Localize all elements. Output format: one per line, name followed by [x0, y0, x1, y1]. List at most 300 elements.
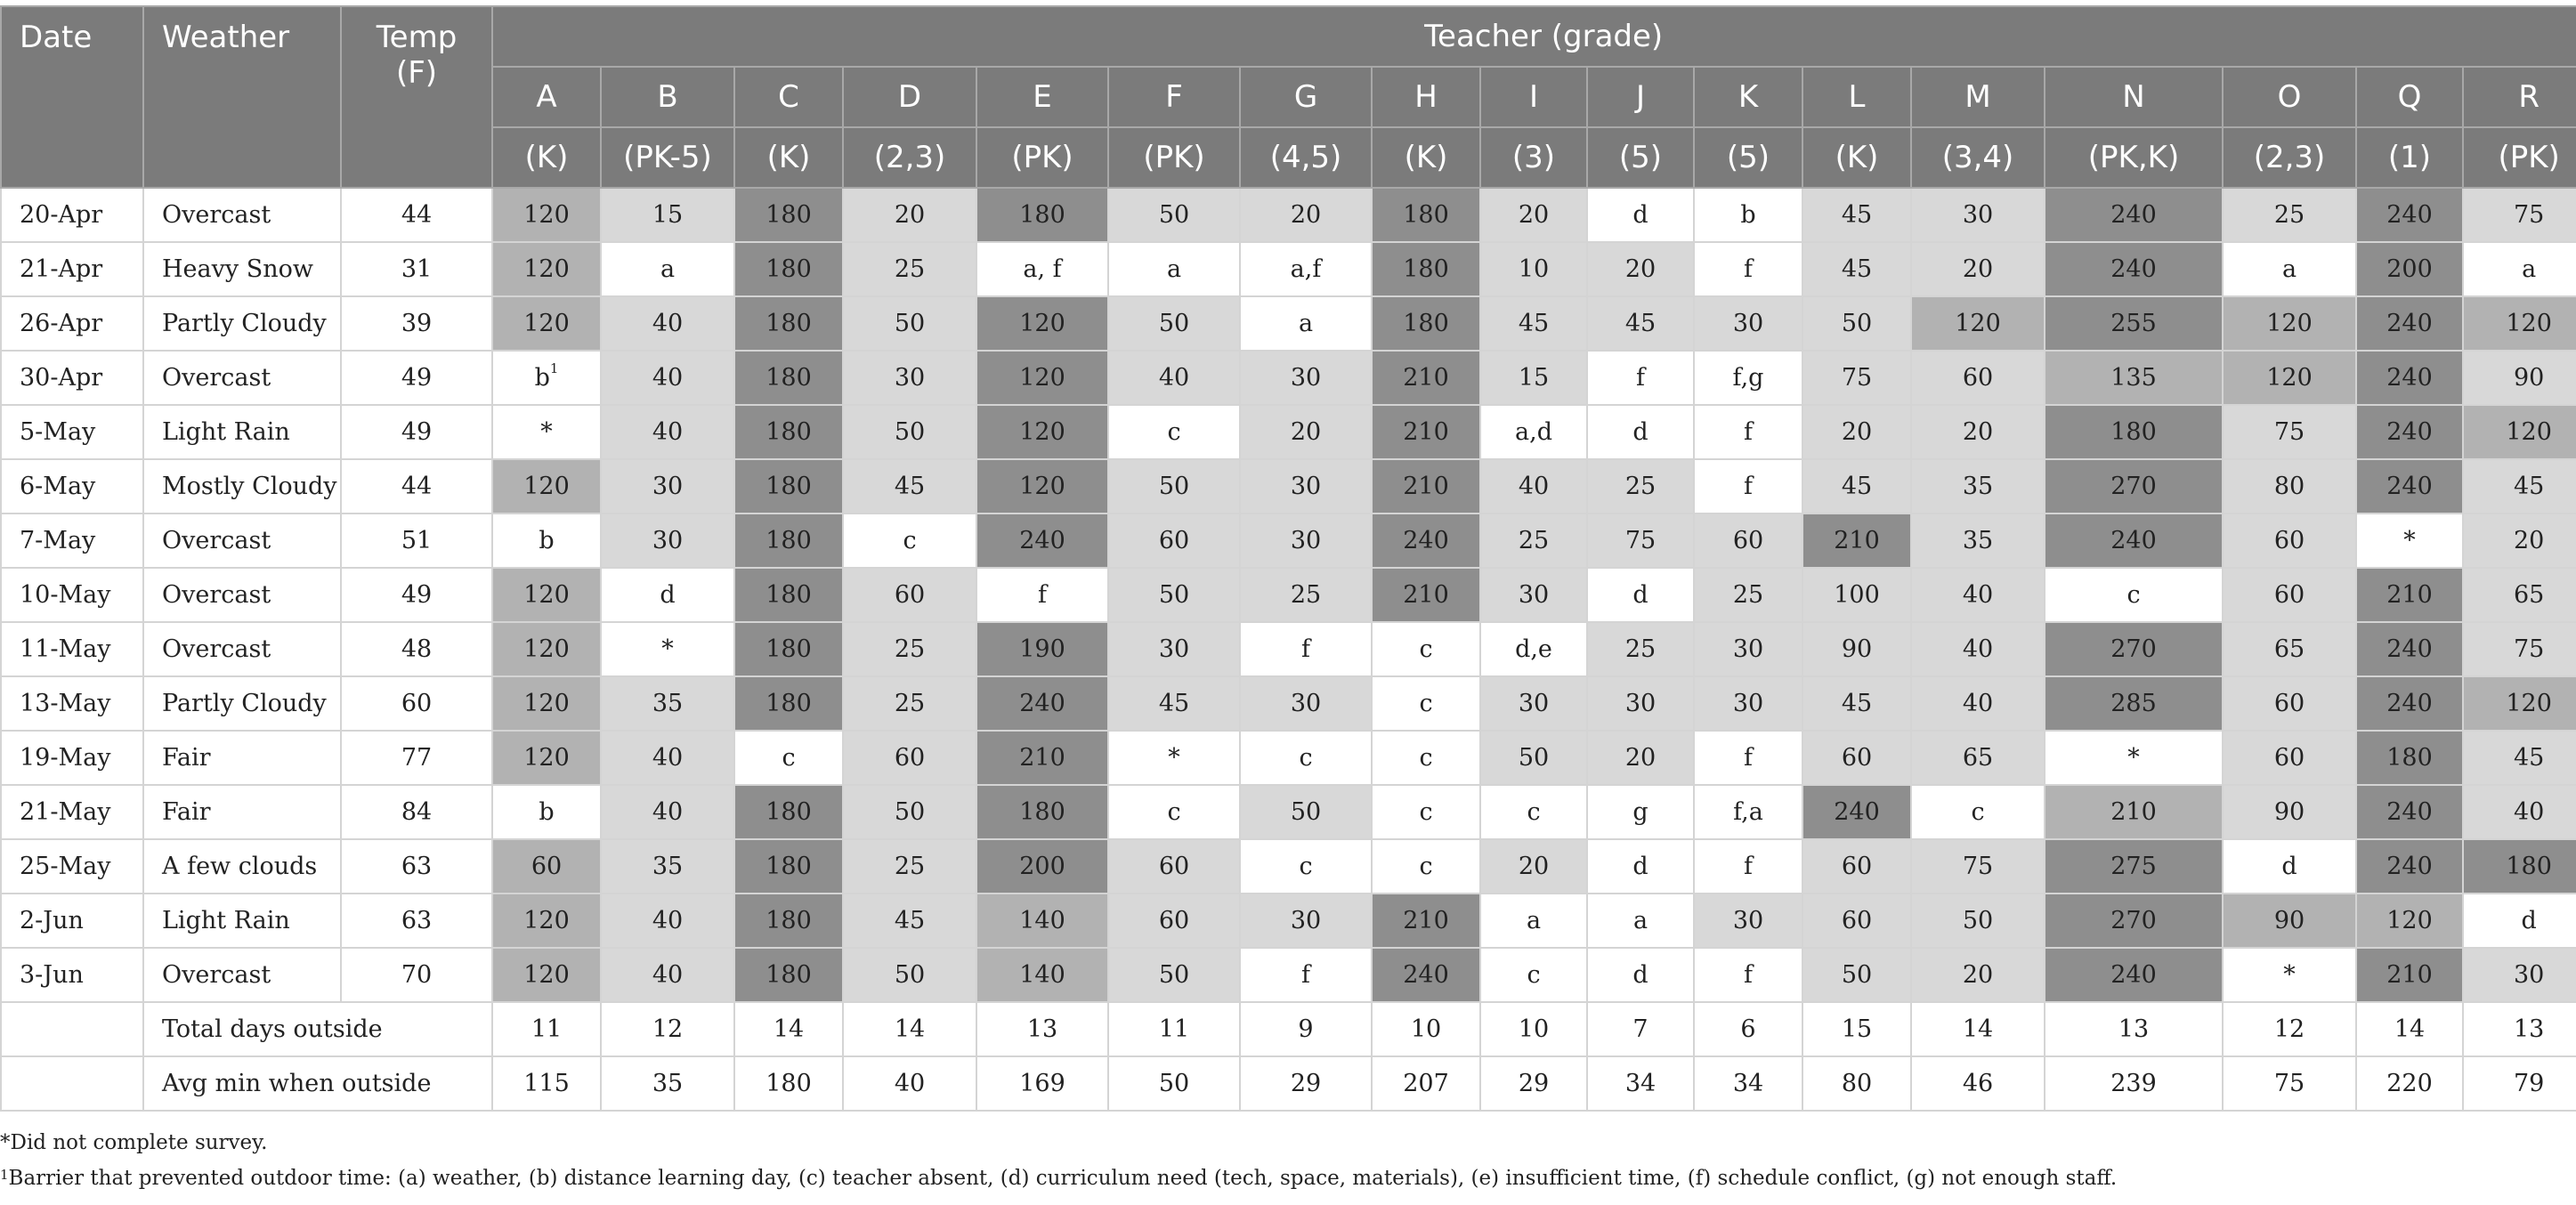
minutes-cell — [601, 459, 734, 514]
cell-value: 65 — [2273, 635, 2305, 663]
cell-value: c — [1419, 635, 1433, 663]
cell-value: 10 — [1518, 255, 1550, 283]
minutes-cell — [492, 405, 601, 459]
minutes-cell — [1480, 676, 1587, 731]
date-header: Date — [1, 6, 143, 188]
minutes-cell — [1587, 514, 1694, 568]
temp-cell: 49 — [341, 405, 492, 459]
cell-value: 40 — [1962, 581, 1994, 609]
cell-value: 80 — [2273, 473, 2305, 500]
minutes-cell — [601, 839, 734, 894]
grade-header-i: (3) — [1480, 127, 1587, 188]
minutes-cell — [734, 731, 843, 785]
minutes-cell — [1240, 188, 1372, 242]
minutes-cell — [976, 568, 1108, 622]
minutes-cell — [2223, 785, 2356, 839]
footnote-survey: *Did not complete survey. — [0, 1131, 268, 1154]
cell-value: 45 — [894, 473, 926, 500]
minutes-cell — [2463, 405, 2576, 459]
minutes-cell — [976, 296, 1108, 351]
minutes-cell — [1480, 839, 1587, 894]
cell-value: d — [2281, 853, 2297, 880]
temp-cell: 70 — [341, 948, 492, 1002]
cell-value: 180 — [766, 798, 812, 826]
cell-value: 60 — [531, 853, 563, 880]
minutes-cell — [601, 568, 734, 622]
cell-value: 50 — [1518, 744, 1550, 772]
minutes-cell — [1911, 459, 2045, 514]
minutes-cell — [492, 188, 601, 242]
table-row — [1, 785, 2576, 839]
table-row — [1, 568, 2576, 622]
summary-value: 180 — [734, 1056, 843, 1111]
minutes-cell — [1240, 676, 1372, 731]
minutes-cell — [1587, 242, 1694, 296]
minutes-cell — [976, 839, 1108, 894]
date-cell: 13-May — [1, 676, 143, 731]
cell-value: 45 — [1841, 255, 1873, 283]
cell-value: f — [1301, 961, 1310, 989]
date-cell: 2-Jun — [1, 894, 143, 948]
summary-value: 79 — [2463, 1056, 2576, 1111]
cell-value: 20 — [1841, 418, 1873, 446]
cell-value: a — [1298, 310, 1314, 337]
teacher-header-g: G — [1240, 67, 1372, 127]
cell-value: 180 — [766, 527, 812, 554]
minutes-cell — [1108, 188, 1240, 242]
cell-value: 25 — [894, 853, 926, 880]
cell-value: 140 — [1019, 961, 1065, 989]
minutes-cell — [492, 296, 601, 351]
cell-value: 240 — [1403, 527, 1449, 554]
cell-value: 190 — [1019, 635, 1065, 663]
minutes-cell — [601, 731, 734, 785]
minutes-cell — [601, 296, 734, 351]
cell-value: c — [1167, 798, 1181, 826]
temp-cell: 49 — [341, 351, 492, 405]
minutes-cell — [2356, 405, 2463, 459]
date-cell: 3-Jun — [1, 948, 143, 1002]
teacher-header-q: Q — [2356, 67, 2463, 127]
cell-value: 20 — [2513, 527, 2545, 554]
cell-value: 25 — [894, 635, 926, 663]
table-row — [1, 676, 2576, 731]
cell-value: 240 — [2386, 798, 2433, 826]
cell-value: 30 — [1732, 907, 1764, 934]
cell-value: 120 — [2506, 310, 2552, 337]
cell-value: d — [1632, 201, 1648, 229]
cell-value: 180 — [766, 581, 812, 609]
summary-value: 14 — [2356, 1002, 2463, 1056]
summary-value: 13 — [976, 1002, 1108, 1056]
table-row — [1, 514, 2576, 568]
cell-value: 50 — [1962, 907, 1994, 934]
cell-value: f — [1744, 473, 1753, 500]
summary-value: 29 — [1480, 1056, 1587, 1111]
minutes-cell — [1694, 568, 1802, 622]
minutes-cell — [2223, 296, 2356, 351]
cell-value: c — [1419, 744, 1433, 772]
cell-value: 50 — [1841, 310, 1873, 337]
cell-value: 90 — [2273, 907, 2305, 934]
minutes-cell — [1240, 622, 1372, 676]
minutes-cell — [1480, 568, 1587, 622]
minutes-cell — [734, 459, 843, 514]
minutes-cell — [976, 351, 1108, 405]
minutes-cell — [1911, 351, 2045, 405]
teacher-header-i: I — [1480, 67, 1587, 127]
cell-value: 180 — [766, 364, 812, 392]
minutes-cell — [2045, 948, 2223, 1002]
cell-value: 240 — [2386, 201, 2433, 229]
minutes-cell — [1911, 676, 2045, 731]
date-cell: 20-Apr — [1, 188, 143, 242]
minutes-cell — [1694, 785, 1802, 839]
cell-value: 270 — [2110, 907, 2157, 934]
minutes-cell — [492, 459, 601, 514]
cell-value: 240 — [2386, 853, 2433, 880]
summary-value: 9 — [1240, 1002, 1372, 1056]
cell-value: f,g — [1732, 364, 1764, 392]
minutes-cell — [2463, 622, 2576, 676]
minutes-cell — [1911, 731, 2045, 785]
cell-value: 210 — [2386, 961, 2433, 989]
cell-value: f — [1636, 364, 1645, 392]
table-row — [1, 351, 2576, 405]
cell-value: 60 — [1962, 364, 1994, 392]
minutes-cell — [1480, 459, 1587, 514]
minutes-cell — [1372, 894, 1480, 948]
cell-value: 25 — [1624, 635, 1657, 663]
temp-cell: 44 — [341, 459, 492, 514]
cell-value: 180 — [2110, 418, 2157, 446]
cell-value: 60 — [2273, 581, 2305, 609]
cell-value: 25 — [1624, 473, 1657, 500]
date-cell: 6-May — [1, 459, 143, 514]
minutes-cell — [2223, 242, 2356, 296]
teacher-header-r: R — [2463, 67, 2576, 127]
cell-value: 270 — [2110, 635, 2157, 663]
cell-value: 40 — [652, 744, 684, 772]
weather-cell: Overcast — [143, 948, 341, 1002]
date-cell: 10-May — [1, 568, 143, 622]
cell-value: 255 — [2110, 310, 2157, 337]
cell-value: 30 — [652, 473, 684, 500]
minutes-cell — [2223, 676, 2356, 731]
minutes-cell — [2045, 622, 2223, 676]
cell-value: d — [1632, 853, 1648, 880]
cell-value: 275 — [2110, 853, 2157, 880]
minutes-cell — [2356, 948, 2463, 1002]
cell-value: 180 — [766, 473, 812, 500]
cell-value: 30 — [1518, 690, 1550, 717]
cell-value: 30 — [1732, 690, 1764, 717]
cell-value: 25 — [1732, 581, 1764, 609]
cell-value: 25 — [894, 255, 926, 283]
minutes-cell — [1694, 731, 1802, 785]
minutes-cell — [976, 622, 1108, 676]
minutes-cell — [843, 568, 976, 622]
table-row — [1, 894, 2576, 948]
temp-cell: 44 — [341, 188, 492, 242]
cell-value: 30 — [1624, 690, 1657, 717]
cell-value: 180 — [1403, 255, 1449, 283]
cell-value: a — [660, 255, 676, 283]
minutes-cell — [2463, 188, 2576, 242]
cell-value: 60 — [1841, 853, 1873, 880]
summary-value: 169 — [976, 1056, 1108, 1111]
temp-cell: 84 — [341, 785, 492, 839]
minutes-cell — [492, 894, 601, 948]
cell-value: 40 — [652, 961, 684, 989]
weather-cell: Light Rain — [143, 894, 341, 948]
minutes-cell — [1694, 296, 1802, 351]
minutes-cell — [1694, 894, 1802, 948]
date-cell: 25-May — [1, 839, 143, 894]
cell-value: 75 — [1624, 527, 1657, 554]
table-row — [1, 459, 2576, 514]
minutes-cell — [1587, 459, 1694, 514]
cell-value: 45 — [2513, 473, 2545, 500]
cell-value: 75 — [2273, 418, 2305, 446]
minutes-cell — [1480, 405, 1587, 459]
cell-value: 210 — [2110, 798, 2157, 826]
minutes-cell — [2463, 785, 2576, 839]
cell-value: 240 — [2110, 255, 2157, 283]
grade-header-e: (PK) — [976, 127, 1108, 188]
table-row — [1, 839, 2576, 894]
summary-value: 40 — [843, 1056, 976, 1111]
minutes-cell — [2045, 676, 2223, 731]
cell-value: 60 — [1158, 853, 1190, 880]
minutes-cell — [1480, 351, 1587, 405]
cell-value: 120 — [523, 201, 570, 229]
minutes-cell — [1108, 785, 1240, 839]
temp-cell: 51 — [341, 514, 492, 568]
cell-value: 40 — [652, 310, 684, 337]
minutes-cell — [976, 514, 1108, 568]
minutes-cell — [2223, 622, 2356, 676]
minutes-cell — [1802, 948, 1911, 1002]
cell-value: 20 — [1962, 255, 1994, 283]
cell-value: 180 — [766, 635, 812, 663]
minutes-cell — [1802, 296, 1911, 351]
teacher-header-b: B — [601, 67, 734, 127]
minutes-cell — [1108, 622, 1240, 676]
cell-value: c — [1971, 798, 1985, 826]
minutes-cell — [1480, 514, 1587, 568]
cell-value: 65 — [1962, 744, 1994, 772]
minutes-cell — [1587, 351, 1694, 405]
minutes-cell — [2356, 894, 2463, 948]
cell-value: a, f — [1023, 255, 1062, 283]
cell-value: 50 — [894, 418, 926, 446]
cell-value: 200 — [1019, 853, 1065, 880]
cell-value: 90 — [2273, 798, 2305, 826]
table-row — [1, 296, 2576, 351]
minutes-cell — [1694, 242, 1802, 296]
footnote-mark: 1 — [549, 360, 559, 376]
cell-value: 120 — [523, 581, 570, 609]
cell-value: 45 — [1841, 473, 1873, 500]
minutes-cell — [734, 296, 843, 351]
minutes-cell — [976, 242, 1108, 296]
minutes-cell — [1240, 568, 1372, 622]
cell-value: c — [2126, 581, 2141, 609]
cell-value: f — [1744, 853, 1753, 880]
minutes-cell — [492, 676, 601, 731]
minutes-cell — [2356, 459, 2463, 514]
minutes-cell — [1587, 296, 1694, 351]
cell-value: d — [1632, 961, 1648, 989]
cell-value: 210 — [1403, 418, 1449, 446]
cell-value: 180 — [766, 255, 812, 283]
cell-value: 120 — [2266, 310, 2313, 337]
summary-value: 46 — [1911, 1056, 2045, 1111]
grade-header-m: (3,4) — [1911, 127, 2045, 188]
cell-value: 65 — [2513, 581, 2545, 609]
cell-value: 30 — [894, 364, 926, 392]
cell-value: 180 — [766, 690, 812, 717]
table-row — [1, 622, 2576, 676]
minutes-cell — [843, 296, 976, 351]
cell-value: 40 — [2513, 798, 2545, 826]
weather-cell: A few clouds — [143, 839, 341, 894]
minutes-cell — [1802, 839, 1911, 894]
teacher-header-f: F — [1108, 67, 1240, 127]
cell-value: 20 — [1624, 744, 1657, 772]
minutes-cell — [1802, 894, 1911, 948]
cell-value: * — [2283, 961, 2296, 989]
summary-value: 14 — [843, 1002, 976, 1056]
cell-value: 30 — [1518, 581, 1550, 609]
minutes-cell — [976, 894, 1108, 948]
minutes-cell — [1587, 785, 1694, 839]
cell-value: 30 — [1732, 310, 1764, 337]
minutes-cell — [1694, 839, 1802, 894]
minutes-cell — [1587, 188, 1694, 242]
minutes-cell — [1587, 731, 1694, 785]
weather-cell: Heavy Snow — [143, 242, 341, 296]
minutes-cell — [2045, 351, 2223, 405]
minutes-cell — [843, 459, 976, 514]
summary-label: Total days outside — [143, 1002, 492, 1056]
minutes-cell — [2356, 622, 2463, 676]
minutes-cell — [1240, 351, 1372, 405]
cell-value: 75 — [2513, 635, 2545, 663]
cell-value: 45 — [1841, 201, 1873, 229]
cell-value: d — [660, 581, 676, 609]
minutes-cell — [601, 676, 734, 731]
minutes-cell — [843, 514, 976, 568]
cell-value: 50 — [1841, 961, 1873, 989]
minutes-cell — [492, 242, 601, 296]
cell-value: 15 — [652, 201, 684, 229]
cell-value: 180 — [1403, 310, 1449, 337]
cell-value: 75 — [1841, 364, 1873, 392]
summary-value: 10 — [1480, 1002, 1587, 1056]
minutes-cell — [1802, 188, 1911, 242]
minutes-cell — [734, 242, 843, 296]
cell-value: 20 — [1290, 418, 1322, 446]
minutes-cell — [2356, 514, 2463, 568]
minutes-cell — [2463, 296, 2576, 351]
footnote-barriers-text: Barrier that prevented outdoor time: (a) weather, (b) distance learning day, (c) teacher absent, (d) curriculum need (tech, space, materials), (e) insufficient time, (f) schedule conflict, (g) not enough staff. — [8, 1167, 2118, 1190]
minutes-cell — [1694, 948, 1802, 1002]
minutes-cell — [1108, 459, 1240, 514]
cell-value: 60 — [1158, 527, 1190, 554]
cell-value: 35 — [652, 690, 684, 717]
minutes-cell — [2045, 242, 2223, 296]
minutes-cell — [1802, 351, 1911, 405]
cell-value: 210 — [1403, 473, 1449, 500]
date-cell: 26-Apr — [1, 296, 143, 351]
minutes-cell — [2223, 568, 2356, 622]
cell-value: 120 — [523, 310, 570, 337]
minutes-cell — [1240, 785, 1372, 839]
cell-value: 240 — [2386, 364, 2433, 392]
cell-value: 60 — [1841, 907, 1873, 934]
minutes-cell — [1911, 785, 2045, 839]
minutes-cell — [2045, 785, 2223, 839]
minutes-cell — [2356, 351, 2463, 405]
minutes-cell — [1480, 242, 1587, 296]
minutes-cell — [734, 948, 843, 1002]
cell-value: f — [1744, 744, 1753, 772]
table-row — [1, 405, 2576, 459]
cell-value: c — [903, 527, 917, 554]
cell-value: 120 — [2386, 907, 2433, 934]
cell-value: b — [534, 364, 550, 392]
minutes-cell — [1372, 405, 1480, 459]
minutes-cell — [2223, 894, 2356, 948]
minutes-cell — [1480, 296, 1587, 351]
cell-value: 240 — [2386, 635, 2433, 663]
minutes-cell — [843, 242, 976, 296]
cell-value: 25 — [2273, 201, 2305, 229]
minutes-cell — [1911, 894, 2045, 948]
grade-header-b: (PK-5) — [601, 127, 734, 188]
cell-value: 25 — [1518, 527, 1550, 554]
minutes-cell — [2463, 731, 2576, 785]
cell-value: 210 — [1403, 581, 1449, 609]
minutes-cell — [1372, 568, 1480, 622]
cell-value: 50 — [1158, 201, 1190, 229]
teacher-header-c: C — [734, 67, 843, 127]
summary-value: 75 — [2223, 1056, 2356, 1111]
date-cell: 7-May — [1, 514, 143, 568]
minutes-cell — [734, 351, 843, 405]
minutes-cell — [976, 459, 1108, 514]
temp-cell: 63 — [341, 839, 492, 894]
minutes-cell — [2356, 568, 2463, 622]
table-row — [1, 948, 2576, 1002]
cell-value: 40 — [652, 364, 684, 392]
cell-value: 90 — [1841, 635, 1873, 663]
minutes-cell — [734, 676, 843, 731]
minutes-cell — [1372, 731, 1480, 785]
grade-header-a: (K) — [492, 127, 601, 188]
cell-value: 75 — [1962, 853, 1994, 880]
minutes-cell — [734, 839, 843, 894]
cell-value: g — [1632, 798, 1648, 826]
minutes-cell — [1480, 731, 1587, 785]
cell-value: 240 — [1019, 527, 1065, 554]
cell-value: 50 — [1158, 473, 1190, 500]
minutes-cell — [976, 405, 1108, 459]
minutes-cell — [1240, 459, 1372, 514]
cell-value: 20 — [894, 201, 926, 229]
